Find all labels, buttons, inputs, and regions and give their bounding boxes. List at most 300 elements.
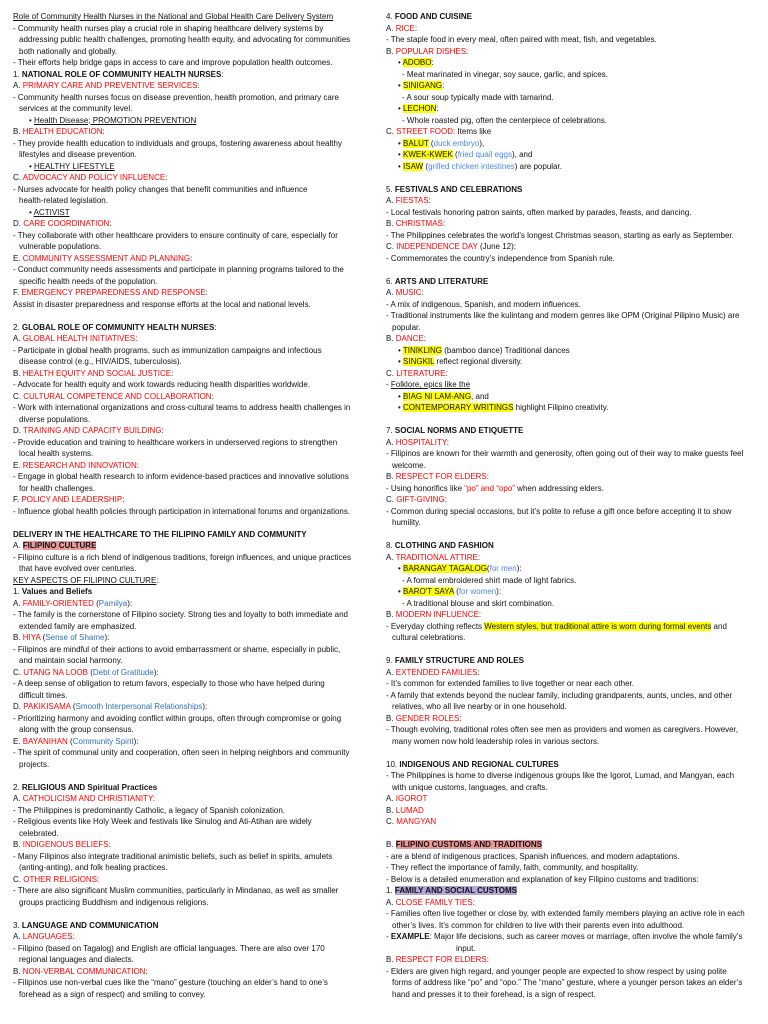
text-line xyxy=(386,678,761,690)
text-line xyxy=(13,805,375,817)
section-heading: FESTIVALS AND CELEBRATIONS xyxy=(394,184,523,194)
text-run: - Conduct community needs assessments and participate in planning programs tailored to the xyxy=(13,265,344,274)
text-run: : xyxy=(478,610,482,619)
text-run: B. xyxy=(386,805,396,815)
text-line xyxy=(13,690,375,702)
text-run: - Filipino (based on Tagalog) and English are official languages. There are also over 170 xyxy=(13,943,325,953)
text-run: - Traditional instruments like the kulintang and modern genres like OPM (Original Pilipino Music) are xyxy=(386,311,740,320)
text-line xyxy=(13,195,375,207)
text-line xyxy=(386,345,761,357)
heading-term: GENDER ROLES xyxy=(395,713,460,723)
heading-term: RICE xyxy=(395,23,415,33)
text-run: - Filipinos are known for their warmth and generosity, often going out of their way to make guests feel xyxy=(386,449,744,458)
text-line xyxy=(386,874,761,886)
text-run: - Though evolving, traditional roles often see men as providers and women as caregivers. However, xyxy=(386,725,739,734)
text-line xyxy=(386,34,761,46)
text-run: addressing public health challenges, promoting health equity, and advocating for communities xyxy=(19,35,351,44)
translation-text: duck embryo xyxy=(433,138,480,148)
text-run: • xyxy=(398,403,404,412)
text-line xyxy=(386,805,761,817)
text-run: when addressing elders. xyxy=(514,483,604,493)
underlined-text: Folklore, epics like the xyxy=(390,380,471,389)
text-line xyxy=(13,678,375,690)
text-run: other’s lives. It’s common for children to live with their parents even into adulthood. xyxy=(392,920,685,930)
text-run: popular. xyxy=(392,322,421,332)
text-line xyxy=(386,57,761,69)
underlined-text: HEALTHY LIFESTYLE xyxy=(34,161,115,171)
text-run: : xyxy=(466,46,469,56)
text-run: • xyxy=(398,564,404,573)
text-line xyxy=(13,874,375,886)
heading-term: STREET FOOD xyxy=(396,127,453,136)
text-line xyxy=(386,977,761,989)
text-line xyxy=(13,149,375,161)
heading-term: RESPECT FOR ELDERS xyxy=(395,955,487,964)
text-run: - It’s common for extended families to live together or near each other. xyxy=(386,679,634,688)
text-run: health-related legislation. xyxy=(19,196,108,205)
heading-term: LANGUAGES xyxy=(22,932,73,941)
translation-text: Smooth Interpersonal Relationships xyxy=(75,702,203,711)
text-run: 8. xyxy=(386,541,395,550)
text-run: C. xyxy=(386,817,397,826)
text-run: B. xyxy=(13,966,23,976)
text-line xyxy=(386,667,761,679)
text-run: C. xyxy=(13,667,24,677)
text-run: ( xyxy=(423,161,429,171)
text-line xyxy=(386,655,761,667)
text-run: along with the group consensus. xyxy=(19,725,134,734)
text-line xyxy=(386,598,761,610)
text-run: B. xyxy=(13,127,23,136)
text-line xyxy=(13,828,375,840)
heading-term: POLICY AND LEADERSHIP xyxy=(21,495,123,504)
text-run: forehead as a sign of respect) and smiling to convey. xyxy=(19,989,206,999)
text-run: A. xyxy=(386,288,396,297)
text-run: for health challenges. xyxy=(19,483,96,493)
text-run: ( xyxy=(452,150,458,159)
text-run: diverse populations. xyxy=(19,414,91,424)
text-run: : xyxy=(109,219,112,228)
underlined-text: KEY ASPECTS OF FILIPINO CULTURE xyxy=(13,575,157,585)
text-line xyxy=(13,414,375,426)
text-line xyxy=(13,575,375,587)
text-run: • xyxy=(398,150,404,159)
text-line xyxy=(13,138,375,150)
text-line xyxy=(13,23,375,35)
text-run: - Everyday clothing reflects xyxy=(386,621,485,631)
text-run: - A formal embroidered shirt made of light fabrics. xyxy=(402,575,577,585)
text-run: (June 12): xyxy=(477,242,516,251)
section-heading: EXAMPLE xyxy=(390,932,430,941)
text-line xyxy=(13,230,375,242)
text-run: - Common during special occasions, but it’s polite to refuse a gift once before accepting it to show xyxy=(386,506,732,516)
text-line xyxy=(386,931,761,943)
heading-term: CULTURAL COMPETENCE AND COLLABORATION xyxy=(23,391,212,401)
text-run: services at the community level. xyxy=(19,104,133,113)
text-line xyxy=(13,207,375,219)
text-run: 1. xyxy=(13,587,22,596)
text-line xyxy=(386,920,761,932)
heading-term: NON-VERBAL COMMUNICATION xyxy=(22,966,146,976)
text-run: - Community health nurses play a crucial role in shaping healthcare delivery systems by xyxy=(13,23,324,33)
text-run: cultural celebrations. xyxy=(392,633,466,642)
text-line xyxy=(386,115,761,127)
text-line xyxy=(386,506,761,518)
text-line xyxy=(13,253,375,265)
blank-line xyxy=(386,529,761,541)
text-line xyxy=(386,759,761,771)
text-run: B. xyxy=(386,955,396,964)
text-run: forms of address like “po” and “opo.” The “mano” gesture, where a younger person takes an elder’s xyxy=(392,978,743,987)
heading-term: MODERN INFLUENCE xyxy=(395,610,479,619)
text-run: F. xyxy=(13,495,22,504)
text-line xyxy=(386,195,761,207)
text-line xyxy=(13,103,375,115)
text-run: - xyxy=(386,380,391,389)
text-run: • xyxy=(398,391,404,401)
text-line xyxy=(13,356,375,368)
text-run: ( xyxy=(428,138,434,148)
text-run: - Families often live together or close by, with extended family members playing an active role in each xyxy=(386,909,745,918)
text-run: 1. xyxy=(13,69,22,79)
text-run: A. xyxy=(386,437,396,447)
text-line xyxy=(13,989,375,1001)
text-line xyxy=(386,517,761,529)
section-heading: LANGUAGE AND COMMUNICATION xyxy=(21,920,159,930)
text-line xyxy=(386,322,761,334)
text-line xyxy=(13,425,375,437)
text-line xyxy=(386,713,761,725)
text-run: : xyxy=(423,334,427,343)
highlighted-term: ISAW xyxy=(403,161,424,171)
text-line xyxy=(386,356,761,368)
text-run: : xyxy=(477,552,481,562)
text-run: ): xyxy=(127,598,133,608)
text-run: 3. xyxy=(13,920,22,930)
text-run: : xyxy=(136,460,139,470)
text-run: humility. xyxy=(392,518,421,527)
text-line xyxy=(386,126,761,138)
text-line xyxy=(386,460,761,472)
text-run: : xyxy=(446,437,449,447)
text-line xyxy=(13,448,375,460)
text-line xyxy=(13,276,375,288)
text-line xyxy=(13,46,375,58)
text-run: - Influence global health policies through participation in international forums and organizations. xyxy=(13,506,351,516)
text-run: • xyxy=(398,58,403,67)
text-run: - A mix of indigenous, Spanish, and modern influences. xyxy=(386,299,581,309)
text-run: ( xyxy=(88,667,93,677)
text-line xyxy=(13,494,375,506)
text-run: D. xyxy=(13,426,24,435)
blank-line xyxy=(13,517,375,529)
section-heading: ARTS AND LITERATURE xyxy=(394,276,489,286)
text-line xyxy=(13,241,375,253)
text-line xyxy=(13,471,375,483)
text-run: : xyxy=(161,426,164,435)
text-line xyxy=(386,69,761,81)
text-line xyxy=(13,862,375,874)
text-run: - The spirit of communal unity and cooperation, often seen in helping neighbors and community xyxy=(13,748,350,757)
text-line xyxy=(386,368,761,380)
text-line xyxy=(13,80,375,92)
text-line xyxy=(13,552,375,564)
text-run: - xyxy=(386,932,391,941)
text-run: : xyxy=(486,955,489,964)
text-run: A. xyxy=(13,541,23,550)
text-run: E. xyxy=(13,736,23,746)
text-run: A. xyxy=(386,23,396,33)
text-line xyxy=(13,264,375,276)
text-line xyxy=(386,954,761,966)
text-run: - The staple food in every meal, often paired with meat, fish, and vegetables. xyxy=(386,35,657,44)
heading-term: GIFT-GIVING xyxy=(396,495,445,504)
text-run: • xyxy=(398,357,404,366)
text-line xyxy=(386,333,761,345)
text-run: A. xyxy=(13,598,23,608)
text-run: E. xyxy=(13,253,23,263)
text-run: 9. xyxy=(386,656,395,665)
heading-term: CLOSE FAMILY TIES xyxy=(395,897,473,907)
text-line xyxy=(386,92,761,104)
text-run: C. xyxy=(386,495,397,504)
text-line xyxy=(13,598,375,610)
highlighted-term: LECHON xyxy=(403,104,437,113)
section-heading: NATIONAL ROLE OF COMMUNITY HEALTH NURSES xyxy=(21,69,222,79)
heading-term: MUSIC xyxy=(395,288,422,297)
text-line xyxy=(386,241,761,253)
text-line xyxy=(13,483,375,495)
text-run: • xyxy=(398,138,404,148)
text-line xyxy=(13,782,375,794)
text-run: : xyxy=(197,81,200,90)
text-line xyxy=(13,851,375,863)
text-line xyxy=(13,345,375,357)
text-line xyxy=(13,609,375,621)
text-line xyxy=(386,483,761,495)
section-heading: INDIGENOUS AND REGIONAL CULTURES xyxy=(399,759,559,769)
text-run: • xyxy=(398,81,404,90)
text-line xyxy=(13,333,375,345)
text-line xyxy=(386,770,761,782)
heading-term: HOSPITALITY xyxy=(395,437,447,447)
heading-term: CHRISTMAS xyxy=(395,219,443,228)
text-line xyxy=(13,69,375,81)
text-line xyxy=(386,46,761,58)
text-run: • xyxy=(398,161,404,171)
text-run: : xyxy=(205,288,208,297)
text-run: ( xyxy=(453,587,459,596)
text-line xyxy=(386,161,761,173)
text-run: ): xyxy=(202,702,208,711)
text-run: : Items like xyxy=(452,127,492,136)
heading-term: TRAINING AND CAPACITY BUILDING xyxy=(23,426,162,435)
text-run: 7. xyxy=(386,426,395,435)
text-line xyxy=(386,402,761,414)
text-line xyxy=(13,931,375,943)
highlighted-term: BIAG NI LAM-ANG xyxy=(403,391,472,401)
text-line xyxy=(386,437,761,449)
text-line xyxy=(386,230,761,242)
text-line xyxy=(13,437,375,449)
text-run: A. xyxy=(386,794,396,803)
translation-text: for women xyxy=(458,587,497,596)
blank-line xyxy=(13,770,375,782)
blank-line xyxy=(386,828,761,840)
text-run: ): xyxy=(104,633,110,642)
text-run: : xyxy=(431,58,434,67)
text-line xyxy=(386,103,761,115)
heading-term: LUMAD xyxy=(395,805,424,815)
text-run: disease control (e.g., HIV/AIDS, tuberculosis). xyxy=(19,357,182,366)
text-run: - Their efforts help bridge gaps in access to care and improve population health outcomes. xyxy=(13,58,333,67)
text-run: C. xyxy=(13,173,23,182)
text-run: groups practicing Buddhism and indigenous religions. xyxy=(19,897,209,907)
text-run: : xyxy=(421,288,424,297)
text-line xyxy=(13,379,375,391)
text-run: difficult times. xyxy=(19,690,68,700)
heading-term: LITERATURE xyxy=(396,368,446,378)
section-heading: RELIGIOUS AND Spiritual Practices xyxy=(21,782,158,792)
text-line xyxy=(386,690,761,702)
text-line xyxy=(386,80,761,92)
highlighted-term: KWEK-KWEK xyxy=(403,150,453,159)
text-line xyxy=(386,793,761,805)
heading-term: BAYANIHAN xyxy=(22,736,68,746)
section-heading: FAMILY STRUCTURE AND ROLES xyxy=(394,656,524,665)
heading-term: FIESTAS xyxy=(395,196,429,205)
text-run: B. xyxy=(386,610,396,619)
text-line xyxy=(386,287,761,299)
text-line xyxy=(386,851,761,863)
text-run: - The Philippines celebrates the world’s longest Christmas season, starting as early as September. xyxy=(386,230,734,240)
text-run: : xyxy=(108,840,111,849)
blank-line xyxy=(386,644,761,656)
text-line xyxy=(386,253,761,265)
blank-line xyxy=(13,908,375,920)
text-line xyxy=(386,379,761,391)
text-run: : xyxy=(171,368,174,378)
underlined-text: Health Disease; PROMOTION PREVENTION xyxy=(34,115,197,125)
text-run: - There are also significant Muslim communities, particularly in Mindanao, as well as smaller xyxy=(13,886,339,895)
heading-term: INDIGENOUS BELIEFS xyxy=(22,840,109,849)
text-line xyxy=(13,126,375,138)
text-line xyxy=(386,471,761,483)
text-run: relatives, who all live nearby or in one household. xyxy=(392,702,567,711)
text-run: A. xyxy=(386,196,396,205)
text-line xyxy=(13,920,375,932)
heading-term: HEALTH EQUITY AND SOCIAL JUSTICE xyxy=(22,368,172,378)
text-run: - Engage in global health research to inform evidence-based practices and innovative solutions xyxy=(13,472,349,481)
text-run: ) are popular. xyxy=(514,161,562,171)
text-line xyxy=(386,310,761,322)
text-line xyxy=(13,632,375,644)
section-heading: DELIVERY IN THE HEALTHCARE TO THE FILIPINO FAMILY AND COMMUNITY xyxy=(13,529,307,539)
text-run: - Provide education and training to healthcare workers in underserved regions to strengthen xyxy=(13,437,338,447)
text-run: : xyxy=(135,334,138,343)
blank-line xyxy=(386,264,761,276)
text-run: 4. xyxy=(386,12,395,21)
text-run: ): xyxy=(133,736,139,746)
heading-term: HEALTH EDUCATION xyxy=(22,127,103,136)
text-run: - Participate in global health programs, such as immunization campaigns and infectious xyxy=(13,345,322,355)
heading-term: RESEARCH AND INNOVATION xyxy=(22,460,137,470)
text-line xyxy=(13,816,375,828)
text-run: - Work with international organizations and cross-cultural teams to address health challenges in xyxy=(13,403,351,412)
text-run: • xyxy=(29,161,35,171)
text-run: - Many Filipinos also integrate traditional animistic beliefs, such as belief in spirits, amulets xyxy=(13,851,333,861)
translation-text: Community Spirit xyxy=(72,736,134,746)
text-line xyxy=(13,586,375,598)
highlighted-term: ADOBO xyxy=(402,58,432,67)
text-line xyxy=(386,425,761,437)
text-run: - A family that extends beyond the nuclear family, including grandparents, aunts, uncles, and other xyxy=(386,690,733,700)
text-run: - Meat marinated in vinegar, soy sauce, garlic, and spices. xyxy=(402,69,608,79)
text-run: : xyxy=(486,472,489,481)
heading-term: TRADITIONAL ATTIRE xyxy=(395,552,478,562)
text-line xyxy=(13,287,375,299)
text-run: - are a blend of indigenous practices, Spanish influences, and modern adaptations. xyxy=(386,851,680,861)
text-line xyxy=(386,218,761,230)
text-line xyxy=(386,448,761,460)
section-heading: GLOBAL ROLE OF COMMUNITY HEALTH NURSES xyxy=(21,322,215,332)
text-line xyxy=(386,540,761,552)
text-run: ), xyxy=(479,138,485,148)
text-run: : xyxy=(459,713,462,723)
text-run: : xyxy=(214,322,217,332)
text-run: - Using honorifics like xyxy=(386,483,465,493)
text-line xyxy=(386,609,761,621)
heading-term: UTANG NA LOOB xyxy=(23,667,88,677)
text-line xyxy=(13,759,375,771)
text-line xyxy=(13,322,375,334)
text-run: - They provide health education to individuals and groups, fostering awareness about healthy xyxy=(13,138,342,148)
text-line xyxy=(386,862,761,874)
text-run: • xyxy=(398,104,404,113)
text-line xyxy=(13,793,375,805)
blank-line xyxy=(386,414,761,426)
text-line xyxy=(13,747,375,759)
highlighted-term: FILIPINO CULTURE xyxy=(22,541,97,550)
text-run: : xyxy=(221,69,224,79)
text-run: extended family are emphasized. xyxy=(19,621,137,631)
blank-line xyxy=(386,172,761,184)
text-run: - A sour soup typically made with tamarind. xyxy=(402,92,554,102)
heading-term: INDEPENDENCE DAY xyxy=(396,242,478,251)
text-line xyxy=(386,138,761,150)
text-run: C. xyxy=(386,242,397,251)
text-run: : xyxy=(414,23,418,33)
text-line xyxy=(13,184,375,196)
heading-term: “po” and “opo” xyxy=(464,483,515,493)
text-run: (anting-anting), and folk healing practices. xyxy=(19,863,168,872)
text-line xyxy=(386,276,761,288)
text-run: A. xyxy=(13,334,23,343)
text-run: : xyxy=(428,196,431,205)
text-line xyxy=(13,563,375,575)
text-line xyxy=(13,368,375,380)
text-run: : xyxy=(442,81,445,90)
text-line xyxy=(13,402,375,414)
text-run: : xyxy=(165,173,168,182)
text-run: local health systems. xyxy=(19,449,94,458)
translation-text: fried quail eggs xyxy=(457,150,512,159)
text-run: - Religious events like Holy Week and festivals like Sinulog and Ati-Atihan are widely xyxy=(13,817,312,826)
highlighted-term: Western styles, but traditional attire is worn during formal events xyxy=(484,621,712,631)
text-run: ): xyxy=(516,564,522,573)
text-line xyxy=(386,621,761,633)
text-run: C. xyxy=(13,391,24,401)
